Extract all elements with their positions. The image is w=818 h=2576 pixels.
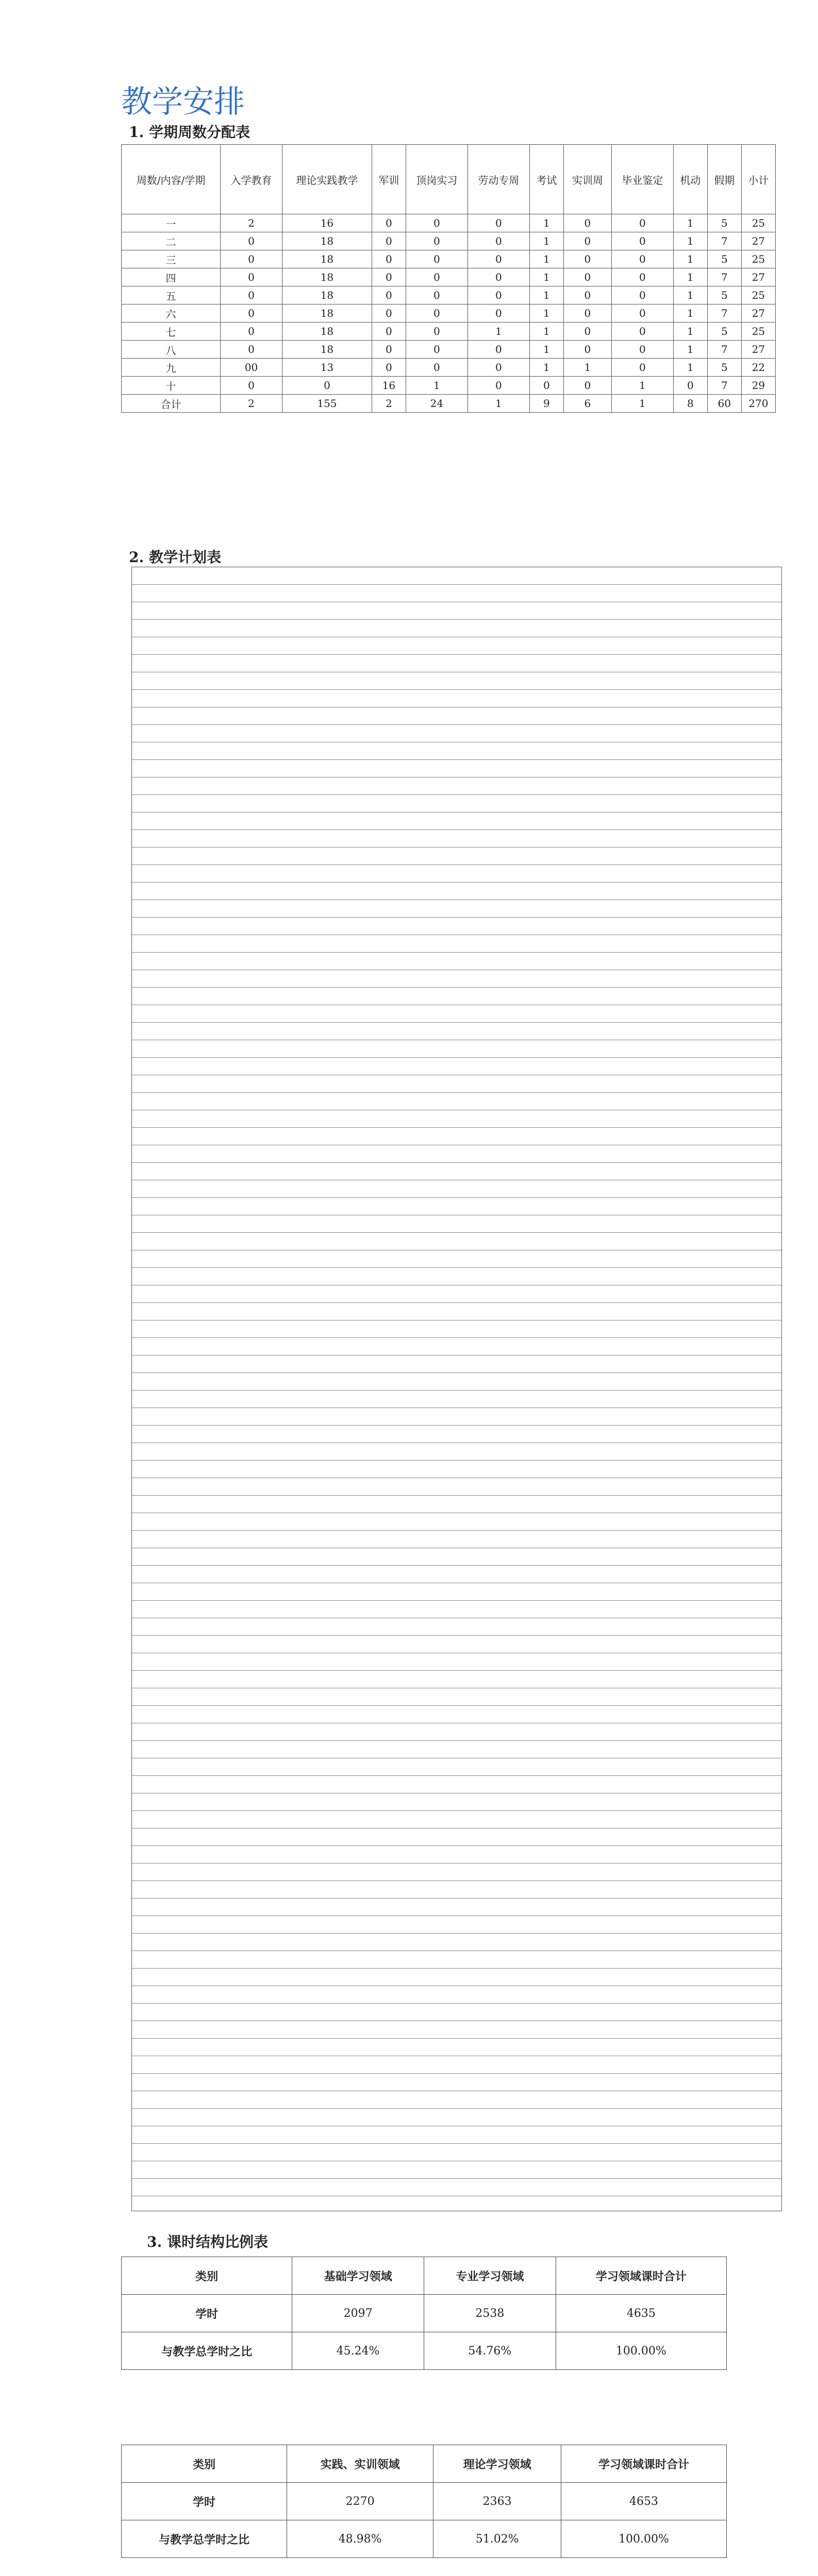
weeks-header-cell: 军训 — [372, 145, 406, 214]
weeks-cell: 1 — [673, 250, 707, 268]
weeks-cell: 二 — [122, 232, 221, 250]
weeks-cell: 1 — [529, 250, 563, 268]
weeks-cell: 0 — [611, 323, 673, 341]
weeks-row — [122, 232, 776, 250]
weeks-cell: 0 — [221, 377, 282, 395]
weeks-cell: 0 — [406, 214, 468, 232]
ratio-cell: 4635 — [556, 2295, 726, 2332]
ratio-cell: 2363 — [433, 2483, 561, 2520]
weeks-cell: 6 — [563, 395, 611, 413]
weeks-row — [122, 377, 776, 395]
weeks-cell: 合计 — [122, 395, 221, 413]
weeks-cell: 0 — [611, 304, 673, 323]
weeks-cell: 0 — [406, 286, 468, 304]
weeks-cell: 0 — [468, 232, 529, 250]
weeks-cell: 0 — [372, 250, 406, 268]
weeks-cell: 0 — [468, 304, 529, 323]
ratio-header-cell: 类别 — [122, 2445, 287, 2483]
weeks-cell: 270 — [741, 395, 775, 413]
weeks-header-cell: 周数/内容/学期 — [122, 145, 221, 214]
ratio-header-row — [122, 2257, 727, 2295]
weeks-cell: 0 — [468, 214, 529, 232]
weeks-cell: 0 — [221, 286, 282, 304]
weeks-cell: 0 — [372, 214, 406, 232]
weeks-cell: 0 — [611, 268, 673, 286]
weeks-cell: 0 — [611, 341, 673, 359]
weeks-cell: 24 — [406, 395, 468, 413]
weeks-cell: 0 — [611, 232, 673, 250]
ratio-row — [122, 2483, 727, 2520]
teaching-plan-table — [131, 567, 782, 2211]
weeks-cell: 0 — [372, 268, 406, 286]
weeks-row — [122, 304, 776, 323]
weeks-cell: 155 — [282, 395, 372, 413]
weeks-row — [122, 395, 776, 413]
weeks-cell: 1 — [529, 341, 563, 359]
ratio-cell: 学时 — [122, 2295, 292, 2332]
weeks-cell: 18 — [282, 250, 372, 268]
ratio-cell: 4653 — [561, 2483, 727, 2520]
weeks-cell: 0 — [563, 377, 611, 395]
weeks-cell: 27 — [741, 304, 775, 323]
weeks-cell: 5 — [707, 323, 741, 341]
ratio-header-cell: 学习领域课时合计 — [561, 2445, 727, 2483]
weeks-cell: 5 — [707, 250, 741, 268]
weeks-cell: 0 — [406, 232, 468, 250]
weeks-header-cell: 小计 — [741, 145, 775, 214]
weeks-cell: 0 — [282, 377, 372, 395]
weeks-cell: 0 — [468, 359, 529, 377]
weeks-cell: 0 — [372, 341, 406, 359]
weeks-cell: 八 — [122, 341, 221, 359]
weeks-cell: 0 — [372, 286, 406, 304]
ratio-cell: 100.00% — [561, 2520, 727, 2558]
weeks-row — [122, 341, 776, 359]
ratio-row — [122, 2332, 727, 2370]
weeks-cell: 一 — [122, 214, 221, 232]
weeks-row — [122, 359, 776, 377]
weeks-cell: 0 — [563, 323, 611, 341]
weeks-cell: 1 — [673, 304, 707, 323]
weeks-cell: 1 — [529, 286, 563, 304]
weeks-header-cell: 机动 — [673, 145, 707, 214]
weeks-header-cell: 劳动专周 — [468, 145, 529, 214]
ratio-cell: 2538 — [424, 2295, 556, 2332]
weeks-cell: 0 — [468, 250, 529, 268]
section-title-ratio: 3. 课时结构比例表 — [147, 2233, 268, 2250]
weeks-cell: 7 — [707, 377, 741, 395]
weeks-cell: 2 — [221, 395, 282, 413]
ratio-cell: 与教学总学时之比 — [122, 2332, 292, 2370]
ratio-cell: 2270 — [287, 2483, 433, 2520]
weeks-cell: 四 — [122, 268, 221, 286]
weeks-cell: 0 — [221, 323, 282, 341]
weeks-cell: 7 — [707, 341, 741, 359]
weeks-cell: 2 — [372, 395, 406, 413]
weeks-cell: 1 — [673, 359, 707, 377]
weeks-cell: 0 — [611, 250, 673, 268]
weeks-header-cell: 入学教育 — [221, 145, 282, 214]
weeks-cell: 1 — [529, 268, 563, 286]
weeks-cell: 1 — [529, 359, 563, 377]
weeks-cell: 九 — [122, 359, 221, 377]
weeks-cell: 0 — [563, 250, 611, 268]
weeks-cell: 0 — [563, 268, 611, 286]
weeks-cell: 0 — [406, 359, 468, 377]
weeks-cell: 1 — [529, 232, 563, 250]
weeks-cell: 七 — [122, 323, 221, 341]
weeks-cell: 1 — [673, 214, 707, 232]
weeks-cell: 1 — [468, 395, 529, 413]
weeks-cell: 60 — [707, 395, 741, 413]
weeks-cell: 0 — [563, 286, 611, 304]
weeks-cell: 7 — [707, 304, 741, 323]
weeks-cell: 0 — [372, 323, 406, 341]
weeks-cell: 9 — [529, 395, 563, 413]
weeks-cell: 1 — [529, 323, 563, 341]
weeks-cell: 六 — [122, 304, 221, 323]
weeks-cell: 0 — [468, 286, 529, 304]
ratio-cell: 45.24% — [292, 2332, 424, 2370]
weeks-cell: 1 — [673, 268, 707, 286]
weeks-cell: 0 — [406, 323, 468, 341]
weeks-header-row — [122, 145, 776, 214]
weeks-cell: 16 — [372, 377, 406, 395]
section-title-plan: 2. 教学计划表 — [129, 549, 221, 566]
weeks-cell: 0 — [372, 304, 406, 323]
weeks-header-cell: 毕业鉴定 — [611, 145, 673, 214]
weeks-cell: 0 — [563, 232, 611, 250]
weeks-cell: 18 — [282, 268, 372, 286]
weeks-cell: 1 — [673, 232, 707, 250]
weeks-cell: 25 — [741, 286, 775, 304]
weeks-cell: 18 — [282, 286, 372, 304]
weeks-cell: 0 — [221, 268, 282, 286]
weeks-cell: 7 — [707, 232, 741, 250]
weeks-cell: 1 — [406, 377, 468, 395]
weeks-cell: 7 — [707, 268, 741, 286]
ratio-header-cell: 实践、实训领域 — [287, 2445, 433, 2483]
weeks-cell: 18 — [282, 232, 372, 250]
ratio-header-cell: 类别 — [122, 2257, 292, 2295]
weeks-cell: 0 — [221, 232, 282, 250]
weeks-cell: 18 — [282, 304, 372, 323]
weeks-cell: 0 — [221, 250, 282, 268]
page-title: 教学安排 — [121, 84, 245, 120]
ratio-header-cell: 专业学习领域 — [424, 2257, 556, 2295]
weeks-cell: 0 — [563, 304, 611, 323]
weeks-cell: 29 — [741, 377, 775, 395]
weeks-header-cell: 假期 — [707, 145, 741, 214]
weeks-header-cell: 理论实践教学 — [282, 145, 372, 214]
weeks-cell: 0 — [406, 341, 468, 359]
weeks-cell: 0 — [673, 377, 707, 395]
ratio-table-basic-professional — [121, 2257, 727, 2370]
weeks-row — [122, 250, 776, 268]
weeks-cell: 1 — [563, 359, 611, 377]
weeks-cell: 1 — [673, 286, 707, 304]
weeks-cell: 27 — [741, 341, 775, 359]
ratio-row — [122, 2295, 727, 2332]
weeks-cell: 18 — [282, 341, 372, 359]
ratio-cell: 100.00% — [556, 2332, 726, 2370]
ratio-row — [122, 2520, 727, 2558]
ratio-cell: 54.76% — [424, 2332, 556, 2370]
section-title-weeks: 1. 学期周数分配表 — [129, 124, 250, 141]
weeks-cell: 0 — [611, 359, 673, 377]
weeks-cell: 22 — [741, 359, 775, 377]
weeks-cell: 1 — [468, 323, 529, 341]
weeks-cell: 0 — [563, 341, 611, 359]
weeks-cell: 0 — [468, 268, 529, 286]
weeks-cell: 1 — [529, 304, 563, 323]
weeks-cell: 0 — [372, 232, 406, 250]
weeks-row — [122, 268, 776, 286]
weeks-header-cell: 考试 — [529, 145, 563, 214]
weeks-cell: 25 — [741, 214, 775, 232]
ratio-cell: 2097 — [292, 2295, 424, 2332]
weeks-row — [122, 214, 776, 232]
weeks-cell: 0 — [406, 250, 468, 268]
weeks-cell: 1 — [673, 323, 707, 341]
weeks-cell: 0 — [406, 268, 468, 286]
ratio-header-cell: 理论学习领域 — [433, 2445, 561, 2483]
weeks-cell: 1 — [529, 214, 563, 232]
ratio-header-cell: 学习领域课时合计 — [556, 2257, 726, 2295]
weeks-cell: 0 — [221, 304, 282, 323]
weeks-table — [121, 144, 776, 413]
weeks-row — [122, 323, 776, 341]
weeks-cell: 0 — [468, 341, 529, 359]
weeks-cell: 5 — [707, 359, 741, 377]
weeks-cell: 0 — [611, 286, 673, 304]
weeks-cell: 25 — [741, 323, 775, 341]
weeks-cell: 1 — [611, 395, 673, 413]
ratio-header-row — [122, 2445, 727, 2483]
weeks-cell: 三 — [122, 250, 221, 268]
weeks-cell: 0 — [563, 214, 611, 232]
weeks-cell: 2 — [221, 214, 282, 232]
weeks-row — [122, 286, 776, 304]
weeks-cell: 0 — [529, 377, 563, 395]
weeks-cell: 0 — [468, 377, 529, 395]
weeks-cell: 5 — [707, 286, 741, 304]
weeks-cell: 十 — [122, 377, 221, 395]
weeks-header-cell: 实训周 — [563, 145, 611, 214]
weeks-cell: 25 — [741, 250, 775, 268]
ratio-cell: 学时 — [122, 2483, 287, 2520]
weeks-cell: 00 — [221, 359, 282, 377]
weeks-cell: 0 — [406, 304, 468, 323]
ratio-cell: 与教学总学时之比 — [122, 2520, 287, 2558]
weeks-cell: 27 — [741, 232, 775, 250]
weeks-cell: 16 — [282, 214, 372, 232]
ratio-cell: 48.98% — [287, 2520, 433, 2558]
weeks-cell: 13 — [282, 359, 372, 377]
weeks-header-cell: 顶岗实习 — [406, 145, 468, 214]
weeks-cell: 27 — [741, 268, 775, 286]
weeks-cell: 1 — [611, 377, 673, 395]
weeks-cell: 18 — [282, 323, 372, 341]
ratio-cell: 51.02% — [433, 2520, 561, 2558]
weeks-cell: 1 — [673, 341, 707, 359]
ratio-header-cell: 基础学习领域 — [292, 2257, 424, 2295]
weeks-cell: 8 — [673, 395, 707, 413]
weeks-cell: 0 — [221, 341, 282, 359]
weeks-cell: 5 — [707, 214, 741, 232]
weeks-cell: 0 — [372, 359, 406, 377]
weeks-cell: 0 — [611, 214, 673, 232]
weeks-cell: 五 — [122, 286, 221, 304]
ratio-table-practice-theory — [121, 2445, 727, 2558]
